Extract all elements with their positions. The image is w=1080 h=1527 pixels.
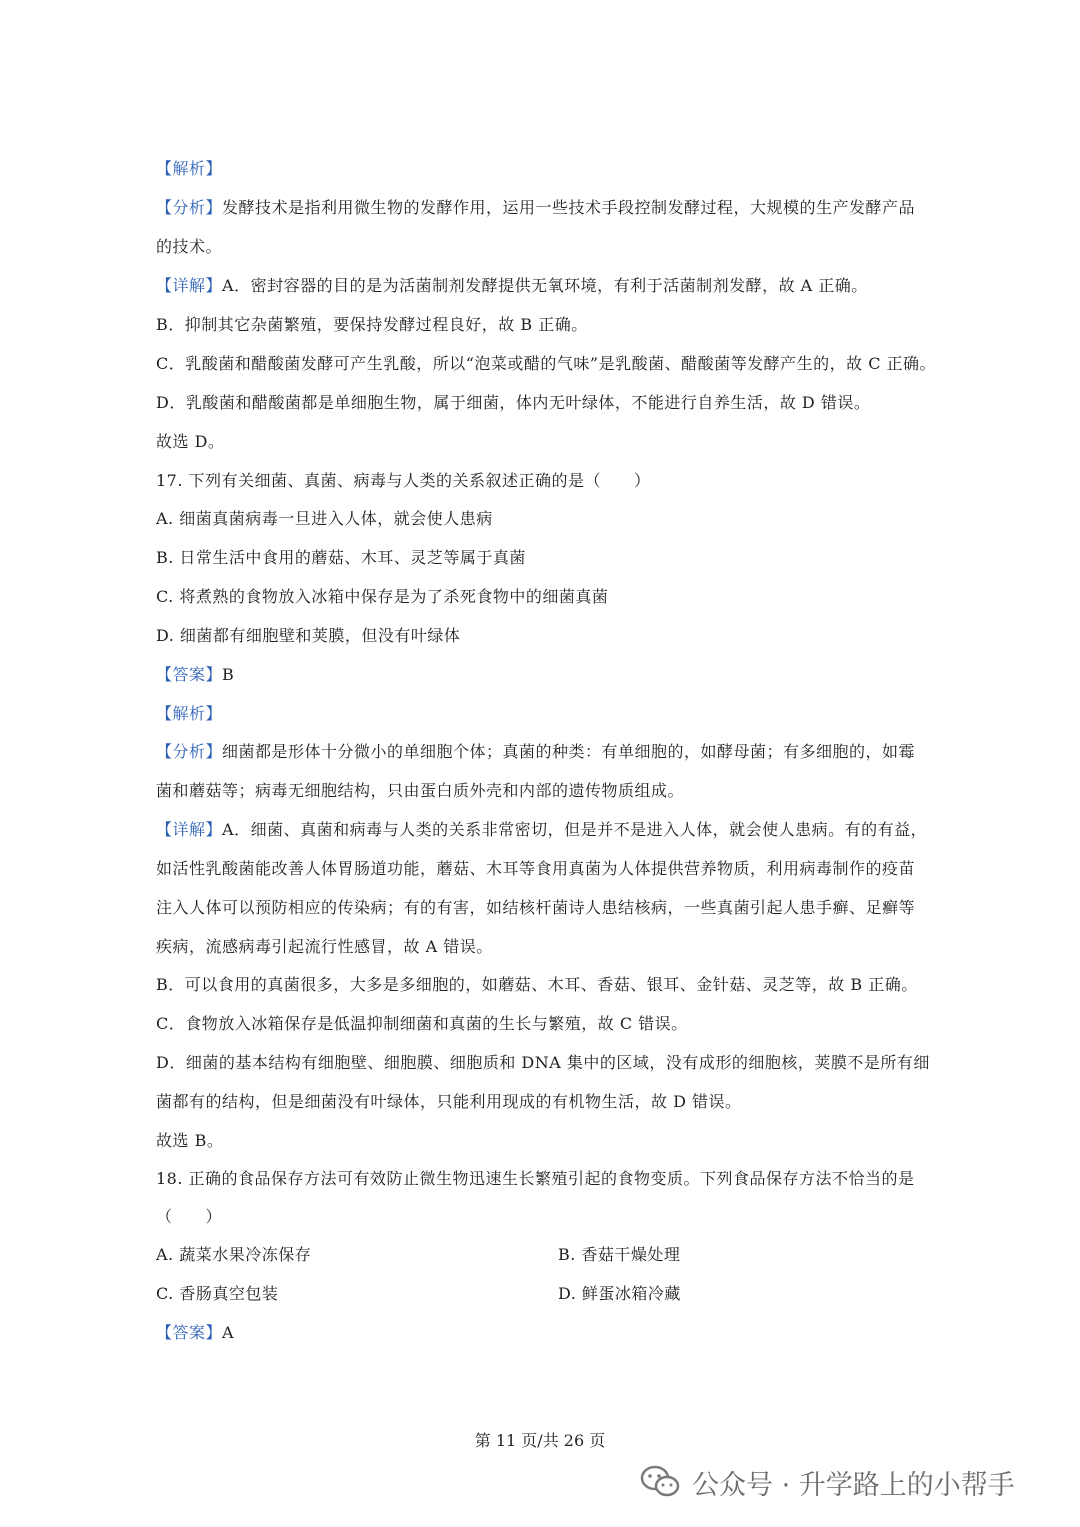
section-tag: 【分析】 [156, 742, 223, 761]
text-line [156, 508, 976, 530]
line-text: 细菌都是形体十分微小的单细胞个体；真菌的种类：有单细胞的，如酵母菌；有多细胞的，如霉 [222, 742, 916, 761]
text-line [156, 1013, 976, 1035]
text-line [156, 353, 976, 375]
text-line [156, 1206, 976, 1228]
text-line [156, 858, 976, 880]
text-line [156, 1052, 976, 1074]
section-tag: 【分析】 [156, 198, 223, 217]
line-text: D．乳酸菌和醋酸菌都是单细胞生物，属于细菌，体内无叶绿体，不能进行自养生活，故 D 错误。 [156, 393, 871, 412]
section-tag: 【解析】 [156, 704, 223, 723]
line-text: C. 将煮熟的食物放入冰箱中保存是为了杀死食物中的细菌真菌 [156, 587, 609, 606]
line-text: 菌都有的结构，但是细菌没有叶绿体，只能利用现成的有机物生活，故 D 错误。 [156, 1092, 742, 1111]
text-line [156, 392, 976, 414]
line-text: B．抑制其它杂菌繁殖，要保持发酵过程良好，故 B 正确。 [156, 315, 588, 334]
line-text: C．食物放入冰箱保存是低温抑制细菌和真菌的生长与繁殖，故 C 错误。 [156, 1014, 688, 1033]
line-text: C．乳酸菌和醋酸菌发酵可产生乳酸，所以“泡菜或醋的气味”是乳酸菌、醋酸菌等发酵产生的，故 C 正确。 [156, 354, 937, 373]
text-line [156, 897, 976, 919]
line-text: 注入人体可以预防相应的传染病；有的有害，如结核杆菌诗人患结核病，一些真菌引起人患手癣、足癣等 [156, 898, 916, 917]
wechat-icon [640, 1464, 680, 1500]
answer-tag: 【答案】 [156, 1323, 223, 1342]
q18-option-b: B. 香菇干燥处理 [558, 1245, 681, 1264]
text-line [156, 1130, 976, 1152]
line-text: D．细菌的基本结构有细胞壁、细胞膜、细胞质和 DNA 集中的区域，没有成形的细胞核，荚膜不是所有细 [156, 1053, 930, 1072]
text-line [156, 819, 976, 841]
watermark [640, 1462, 1015, 1502]
text-line [156, 703, 976, 725]
line-text: A．密封容器的目的是为活菌制剂发酵提供无氧环境，有利于活菌制剂发酵，故 A 正确。 [222, 276, 868, 295]
q18-option-c: C. 香肠真空包装 [156, 1284, 279, 1303]
text-line [156, 275, 976, 297]
line-text: 菌和蘑菇等；病毒无细胞结构，只由蛋白质外壳和内部的遗传物质组成。 [156, 781, 685, 800]
line-text: 疾病，流感病毒引起流行性感冒，故 A 错误。 [156, 937, 493, 956]
text-line [156, 158, 976, 180]
text-line [156, 780, 976, 802]
line-text: 发酵技术是指利用微生物的发酵作用，运用一些技术手段控制发酵过程，大规模的生产发酵产品 [222, 198, 916, 217]
page-number: 第 11 页/共 26 页 [474, 1431, 606, 1450]
q18-option-d: D. 鲜蛋冰箱冷藏 [558, 1284, 681, 1303]
text-line [156, 197, 976, 219]
line-text: B. 日常生活中食用的蘑菇、木耳、灵芝等属于真菌 [156, 548, 526, 567]
line-text: B [222, 665, 235, 684]
q18-answer [156, 1322, 976, 1344]
text-line [156, 974, 976, 996]
line-text: A. 细菌真菌病毒一旦进入人体，就会使人患病 [156, 509, 493, 528]
section-tag: 【详解】 [156, 820, 223, 839]
text-line [156, 431, 976, 453]
text-line [156, 547, 976, 569]
answer-value: A [222, 1323, 235, 1342]
text-line [156, 625, 976, 647]
line-text: 18. 正确的食品保存方法可有效防止微生物迅速生长繁殖引起的食物变质。下列食品保存方法不恰当的是 [156, 1169, 915, 1188]
text-line [156, 936, 976, 958]
line-text: 故选 B。 [156, 1131, 224, 1150]
section-tag: 【解析】 [156, 159, 223, 178]
text-line [156, 314, 976, 336]
text-line [156, 236, 976, 258]
line-text: 如活性乳酸菌能改善人体胃肠道功能，蘑菇、木耳等食用真菌为人体提供营养物质，利用病毒制作的疫苗 [156, 859, 916, 878]
line-text: B．可以食用的真菌很多，大多是多细胞的，如蘑菇、木耳、香菇、银耳、金针菇、灵芝等，故 B 正确。 [156, 975, 918, 994]
line-text: A．细菌、真菌和病毒与人类的关系非常密切，但是并不是进入人体，就会使人患病。有的有益， [222, 820, 928, 839]
line-text: 17. 下列有关细菌、真菌、病毒与人类的关系叙述正确的是（ ） [156, 471, 651, 490]
watermark-text: 公众号 · 升学路上的小帮手 [692, 1469, 1015, 1501]
text-line [156, 1168, 976, 1190]
section-tag: 【详解】 [156, 276, 223, 295]
line-text: 的技术。 [156, 237, 223, 256]
text-line [156, 664, 976, 686]
text-line [156, 741, 976, 763]
line-text: D. 细菌都有细胞壁和荚膜，但没有叶绿体 [156, 626, 461, 645]
q18-option-a: A. 蔬菜水果冷冻保存 [156, 1245, 312, 1264]
section-tag: 【答案】 [156, 665, 223, 684]
line-text: （ ） [156, 1207, 223, 1226]
text-line [156, 586, 976, 608]
text-line [156, 1091, 976, 1113]
line-text: 故选 D。 [156, 432, 225, 451]
text-line [156, 470, 976, 492]
